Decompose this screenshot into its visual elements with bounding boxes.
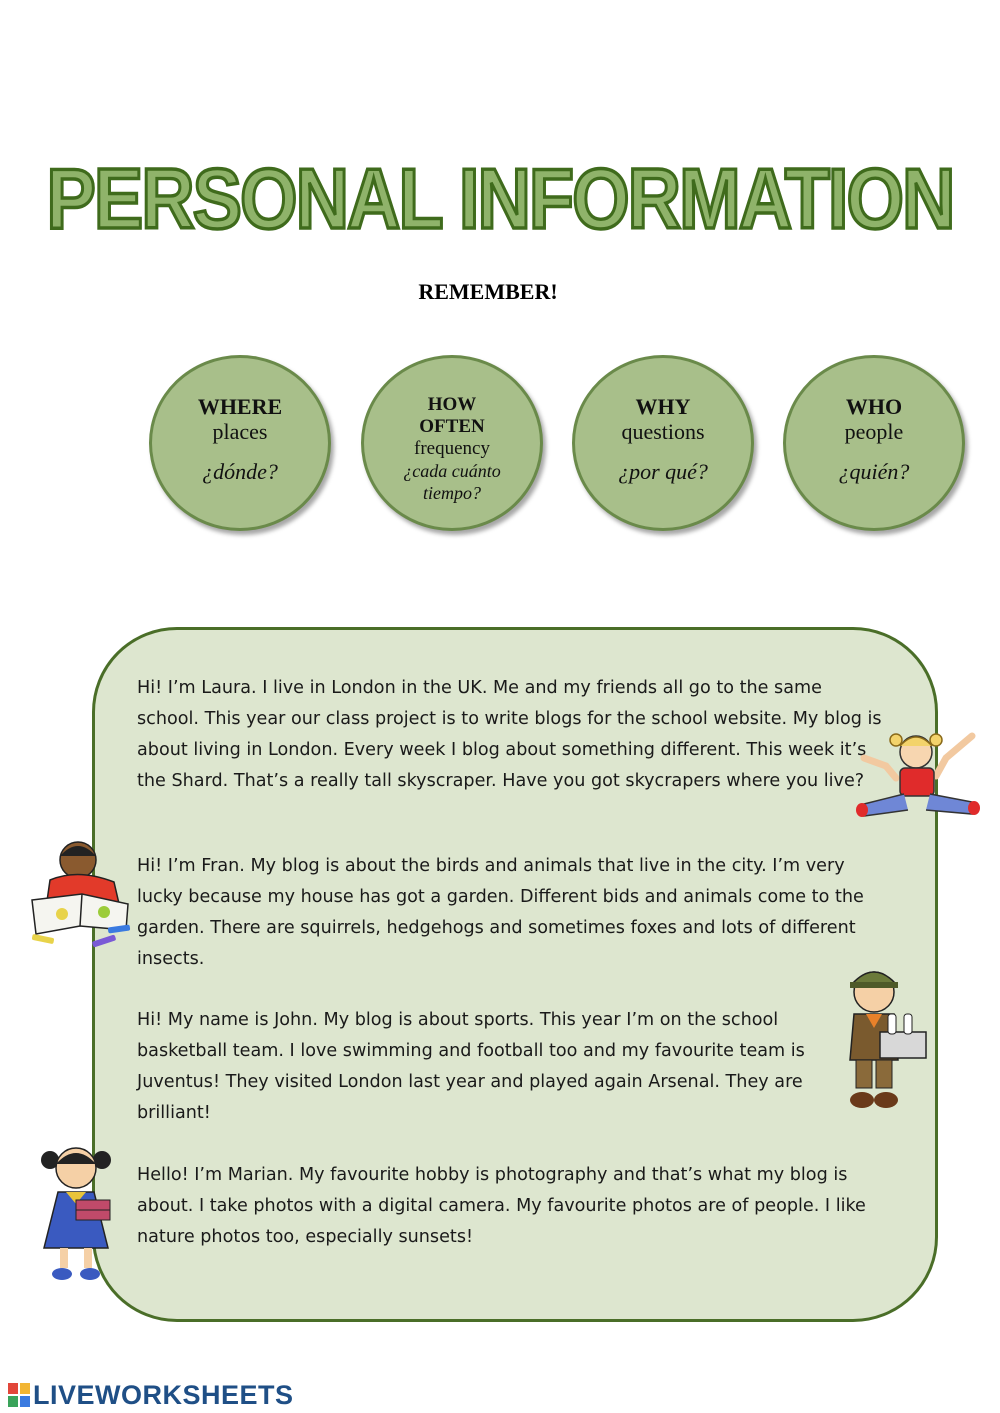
who-title: WHO — [845, 394, 903, 419]
how-often-circle — [361, 355, 543, 531]
why-sub: questions — [621, 419, 705, 444]
remember-heading: REMEMBER! — [418, 279, 558, 304]
where-circle — [149, 355, 331, 531]
who-circle — [783, 355, 965, 531]
where-question: ¿dónde? — [202, 459, 278, 484]
fran-illustration-icon — [28, 838, 138, 953]
how-often-sub: frequency — [414, 438, 490, 459]
marian-paragraph: Hello! I’m Marian. My favourite hobby is photography and that’s what my blog is about. I take photos with a digital camera. My favourite photos are of people. I like nature photos too, especially sunsets! — [137, 1165, 866, 1247]
laura-illustration-icon — [856, 718, 980, 826]
footer-logo — [8, 1378, 294, 1412]
who-question: ¿quién? — [838, 459, 910, 484]
page-title: PERSONAL INFORMATION — [46, 151, 954, 247]
where-title: WHERE — [197, 394, 283, 419]
laura-paragraph: Hi! I’m Laura. I live in London in the UK. Me and my friends all go to the same school. This year our class project is to write blogs for the school website. My blog is about living in London. Every week I blog about something different. This week it’s the Shard. That’s a really tall skyscraper. Have you got skycrapers where you live? — [137, 678, 882, 791]
why-title: WHY — [635, 394, 691, 419]
fran-paragraph: Hi! I’m Fran. My blog is about the birds and animals that live in the city. I’m very lucky because my house has got a garden. Different bids and animals come to the garden. There are squirrels, hedgehogs and sometimes foxes and lots of different insects. — [137, 856, 864, 969]
marian-illustration-icon — [36, 1140, 116, 1282]
john-paragraph: Hi! My name is John. My blog is about sports. This year I’m on the school basketball team. I love swimming and football too and my favourite team is Juventus! They visited London last year and played again Arsenal. They are brilliant! — [137, 1010, 805, 1123]
why-question: ¿por qué? — [618, 459, 708, 484]
why-circle — [572, 355, 754, 531]
john-illustration-icon — [840, 962, 930, 1114]
who-sub: people — [844, 419, 904, 444]
liveworksheets-logo-icon — [8, 1383, 30, 1407]
how-often-title: HOW OFTEN — [419, 394, 485, 437]
where-sub: places — [212, 419, 268, 444]
how-often-question: ¿cada cuánto tiempo? — [403, 461, 501, 503]
footer-brand: LIVEWORKSHEETS — [33, 1379, 294, 1410]
